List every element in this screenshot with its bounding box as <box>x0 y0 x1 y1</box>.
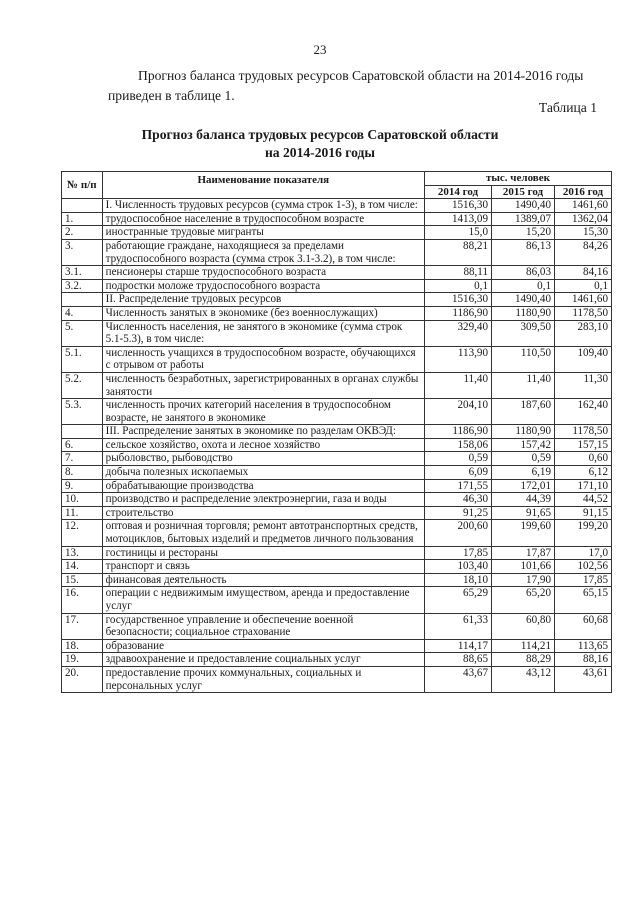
row-value-2014: 46,30 <box>424 493 491 507</box>
row-value-2015: 1490,40 <box>492 293 555 307</box>
table-row <box>62 452 612 466</box>
row-value-2015: 15,20 <box>492 226 555 240</box>
row-value-2014: 114,17 <box>424 639 491 653</box>
table-row <box>62 438 612 452</box>
row-value-2016: 91,15 <box>555 506 612 520</box>
table-row <box>62 372 612 398</box>
row-indicator-name: сельское хозяйство, охота и лесное хозяйство <box>102 438 424 452</box>
row-value-2015: 44,39 <box>492 493 555 507</box>
table-row <box>62 306 612 320</box>
row-value-2015: 199,60 <box>492 520 555 546</box>
table-row <box>62 279 612 293</box>
row-value-2015: 17,90 <box>492 573 555 587</box>
row-value-2014: 18,10 <box>424 573 491 587</box>
table-row <box>62 639 612 653</box>
row-indicator-name: рыболовство, рыбоводство <box>102 452 424 466</box>
row-indicator-name: операции с недвижимым имуществом, аренда и предоставление услуг <box>102 587 424 613</box>
table-row <box>62 199 612 213</box>
row-value-2016: 1461,60 <box>555 199 612 213</box>
row-number: 3. <box>62 239 103 265</box>
row-value-2014: 0,59 <box>424 452 491 466</box>
row-value-2016: 17,0 <box>555 546 612 560</box>
table-row <box>62 466 612 480</box>
table-row <box>62 212 612 226</box>
row-value-2016: 1178,50 <box>555 306 612 320</box>
row-value-2015: 1180,90 <box>492 306 555 320</box>
row-value-2015: 60,80 <box>492 613 555 639</box>
row-indicator-name: иностранные трудовые мигранты <box>102 226 424 240</box>
row-value-2016: 88,16 <box>555 653 612 667</box>
row-number: 17. <box>62 613 103 639</box>
row-indicator-name: Численность населения, не занятого в экономике (сумма строк 5.1-5.3), в том числе: <box>102 320 424 346</box>
row-value-2016: 43,61 <box>555 666 612 692</box>
row-indicator-name: трудоспособное население в трудоспособном возрасте <box>102 212 424 226</box>
header-row <box>62 172 612 186</box>
row-value-2016: 1178,50 <box>555 425 612 439</box>
row-value-2016: 11,30 <box>555 372 612 398</box>
row-indicator-name: III. Распределение занятых в экономике по разделам ОКВЭД: <box>102 425 424 439</box>
row-value-2014: 171,55 <box>424 479 491 493</box>
row-value-2014: 1516,30 <box>424 293 491 307</box>
labor-balance-table <box>61 171 612 693</box>
row-number: 13. <box>62 546 103 560</box>
row-number: 4. <box>62 306 103 320</box>
table-row <box>62 653 612 667</box>
row-indicator-name: образование <box>102 639 424 653</box>
row-value-2016: 44,52 <box>555 493 612 507</box>
row-indicator-name: численность учащихся в трудоспособном возрасте, обучающихся с отрывом от работы <box>102 346 424 372</box>
table-row <box>62 666 612 692</box>
row-number <box>62 199 103 213</box>
header-year-2014: 2014 год <box>424 185 491 199</box>
row-value-2016: 1362,04 <box>555 212 612 226</box>
row-indicator-name: финансовая деятельность <box>102 573 424 587</box>
row-value-2015: 110,50 <box>492 346 555 372</box>
row-value-2014: 88,65 <box>424 653 491 667</box>
row-value-2016: 199,20 <box>555 520 612 546</box>
row-indicator-name: численность прочих категорий населения в трудоспособном возрасте, не занятого в экономике <box>102 399 424 425</box>
table-row <box>62 493 612 507</box>
row-value-2016: 171,10 <box>555 479 612 493</box>
intro-paragraph: Прогноз баланса трудовых ресурсов Саратовской области на 2014-2016 годы приведен в таблице 1. <box>108 68 584 103</box>
row-number: 3.2. <box>62 279 103 293</box>
row-value-2016: 157,15 <box>555 438 612 452</box>
table-row <box>62 399 612 425</box>
row-value-2016: 113,65 <box>555 639 612 653</box>
row-value-2016: 0,1 <box>555 279 612 293</box>
row-value-2014: 61,33 <box>424 613 491 639</box>
row-value-2015: 0,1 <box>492 279 555 293</box>
row-indicator-name: транспорт и связь <box>102 560 424 574</box>
row-value-2015: 1180,90 <box>492 425 555 439</box>
row-number <box>62 293 103 307</box>
row-number: 6. <box>62 438 103 452</box>
row-indicator-name: гостиницы и рестораны <box>102 546 424 560</box>
table-row <box>62 546 612 560</box>
row-number: 3.1. <box>62 266 103 280</box>
row-number <box>62 425 103 439</box>
row-value-2016: 60,68 <box>555 613 612 639</box>
table-title-line-1: Прогноз баланса трудовых ресурсов Саратовской области <box>141 127 499 142</box>
row-value-2015: 0,59 <box>492 452 555 466</box>
row-value-2014: 158,06 <box>424 438 491 452</box>
row-number: 2. <box>62 226 103 240</box>
row-value-2016: 109,40 <box>555 346 612 372</box>
row-value-2015: 86,13 <box>492 239 555 265</box>
table-row <box>62 293 612 307</box>
row-value-2014: 43,67 <box>424 666 491 692</box>
header-unit: тыс. человек <box>424 172 611 186</box>
header-year-2016: 2016 год <box>555 185 612 199</box>
row-value-2015: 6,19 <box>492 466 555 480</box>
row-value-2015: 309,50 <box>492 320 555 346</box>
table-label: Таблица 1 <box>538 100 597 115</box>
row-number: 9. <box>62 479 103 493</box>
row-value-2015: 172,01 <box>492 479 555 493</box>
table-row <box>62 573 612 587</box>
row-value-2014: 329,40 <box>424 320 491 346</box>
row-value-2016: 65,15 <box>555 587 612 613</box>
row-value-2014: 6,09 <box>424 466 491 480</box>
row-indicator-name: подростки моложе трудоспособного возраста <box>102 279 424 293</box>
row-value-2014: 1516,30 <box>424 199 491 213</box>
table-row <box>62 613 612 639</box>
table-row <box>62 320 612 346</box>
table-row <box>62 506 612 520</box>
row-number: 10. <box>62 493 103 507</box>
row-value-2015: 187,60 <box>492 399 555 425</box>
row-value-2015: 157,42 <box>492 438 555 452</box>
table-row <box>62 479 612 493</box>
row-value-2014: 88,11 <box>424 266 491 280</box>
row-number: 5.2. <box>62 372 103 398</box>
row-value-2015: 17,87 <box>492 546 555 560</box>
row-value-2016: 0,60 <box>555 452 612 466</box>
row-value-2014: 88,21 <box>424 239 491 265</box>
row-value-2014: 1186,90 <box>424 306 491 320</box>
row-indicator-name: здравоохранение и предоставление социальных услуг <box>102 653 424 667</box>
row-indicator-name: I. Численность трудовых ресурсов (сумма строк 1-3), в том числе: <box>102 199 424 213</box>
row-number: 5.1. <box>62 346 103 372</box>
row-number: 19. <box>62 653 103 667</box>
row-value-2014: 0,1 <box>424 279 491 293</box>
header-year-2015: 2015 год <box>492 185 555 199</box>
table-row <box>62 560 612 574</box>
table-body <box>62 199 612 693</box>
row-value-2016: 84,26 <box>555 239 612 265</box>
row-value-2015: 114,21 <box>492 639 555 653</box>
table-row <box>62 266 612 280</box>
row-value-2015: 65,20 <box>492 587 555 613</box>
row-number: 8. <box>62 466 103 480</box>
table-row <box>62 587 612 613</box>
row-value-2016: 84,16 <box>555 266 612 280</box>
row-value-2015: 101,66 <box>492 560 555 574</box>
row-value-2016: 1461,60 <box>555 293 612 307</box>
header-no: № п/п <box>62 172 103 199</box>
header-name: Наименование показателя <box>102 172 424 199</box>
row-value-2015: 1389,07 <box>492 212 555 226</box>
row-value-2016: 15,30 <box>555 226 612 240</box>
row-value-2015: 86,03 <box>492 266 555 280</box>
row-indicator-name: II. Распределение трудовых ресурсов <box>102 293 424 307</box>
row-indicator-name: Численность занятых в экономике (без военнослужащих) <box>102 306 424 320</box>
row-value-2015: 88,29 <box>492 653 555 667</box>
row-number: 15. <box>62 573 103 587</box>
table-title <box>0 126 640 162</box>
row-value-2016: 17,85 <box>555 573 612 587</box>
table-row <box>62 239 612 265</box>
row-value-2014: 11,40 <box>424 372 491 398</box>
row-indicator-name: добыча полезных ископаемых <box>102 466 424 480</box>
row-value-2014: 1413,09 <box>424 212 491 226</box>
row-indicator-name: строительство <box>102 506 424 520</box>
row-value-2014: 113,90 <box>424 346 491 372</box>
row-value-2014: 200,60 <box>424 520 491 546</box>
table-row <box>62 520 612 546</box>
table-row <box>62 226 612 240</box>
row-value-2016: 102,56 <box>555 560 612 574</box>
row-value-2016: 283,10 <box>555 320 612 346</box>
row-indicator-name: предоставление прочих коммунальных, социальных и персональных услуг <box>102 666 424 692</box>
row-number: 20. <box>62 666 103 692</box>
table-row <box>62 346 612 372</box>
row-indicator-name: работающие граждане, находящиеся за пределами трудоспособного возраста (сумма строк 3.1-3.2), в том числе: <box>102 239 424 265</box>
row-value-2015: 1490,40 <box>492 199 555 213</box>
row-number: 7. <box>62 452 103 466</box>
page-number: 23 <box>313 42 327 57</box>
row-value-2014: 204,10 <box>424 399 491 425</box>
row-value-2014: 103,40 <box>424 560 491 574</box>
row-value-2014: 65,29 <box>424 587 491 613</box>
row-value-2015: 91,65 <box>492 506 555 520</box>
row-indicator-name: пенсионеры старше трудоспособного возраста <box>102 266 424 280</box>
row-indicator-name: производство и распределение электроэнергии, газа и воды <box>102 493 424 507</box>
row-indicator-name: численность безработных, зарегистрированных в органах службы занятости <box>102 372 424 398</box>
row-number: 5.3. <box>62 399 103 425</box>
row-number: 5. <box>62 320 103 346</box>
row-value-2014: 91,25 <box>424 506 491 520</box>
row-number: 12. <box>62 520 103 546</box>
row-indicator-name: государственное управление и обеспечение военной безопасности; социальное страхование <box>102 613 424 639</box>
row-indicator-name: обрабатывающие производства <box>102 479 424 493</box>
table-row <box>62 425 612 439</box>
row-number: 11. <box>62 506 103 520</box>
row-number: 14. <box>62 560 103 574</box>
row-value-2015: 43,12 <box>492 666 555 692</box>
row-number: 16. <box>62 587 103 613</box>
row-number: 1. <box>62 212 103 226</box>
row-value-2016: 162,40 <box>555 399 612 425</box>
row-value-2014: 17,85 <box>424 546 491 560</box>
row-value-2014: 15,0 <box>424 226 491 240</box>
row-value-2014: 1186,90 <box>424 425 491 439</box>
table-title-line-2: на 2014-2016 годы <box>264 145 376 160</box>
row-value-2015: 11,40 <box>492 372 555 398</box>
row-indicator-name: оптовая и розничная торговля; ремонт автотранспортных средств, мотоциклов, бытовых изделий и предметов личного пользования <box>102 520 424 546</box>
row-value-2016: 6,12 <box>555 466 612 480</box>
row-number: 18. <box>62 639 103 653</box>
